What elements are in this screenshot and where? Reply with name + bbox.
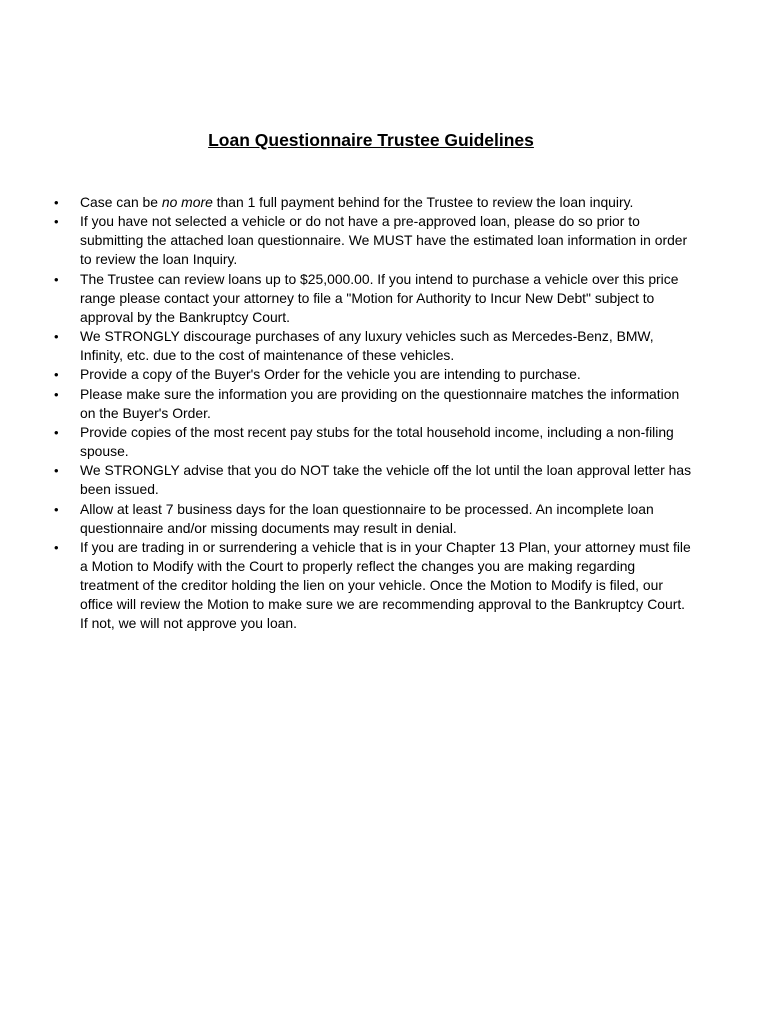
list-item: [50, 193, 696, 212]
list-item: [50, 538, 696, 634]
list-item-emphasis: no more: [161, 194, 213, 210]
list-item-text: We STRONGLY discourage purchases of any luxury vehicles such as Mercedes-Benz, BMW, Infinity, etc. due to the cost of maintenance of these vehicles.: [80, 328, 654, 364]
bullet-icon: •: [54, 501, 59, 517]
list-item: [50, 461, 696, 499]
list-item-text: Please make sure the information you are providing on the questionnaire matches the information on the Buyer's Order.: [80, 385, 680, 421]
bullet-icon: •: [54, 329, 59, 345]
list-item: [50, 385, 696, 423]
list-item: [50, 327, 696, 365]
list-item-text: If you are trading in or surrendering a vehicle that is in your Chapter 13 Plan, your attorney must file a Motion to Modify with the Court to properly reflect the changes you are making regarding treatment of the creditor holding the lien on your vehicle. Once the Motion to Modify is filed, our office will review the Motion to make sure we are recommending approval to the Bankruptcy Court. If not, we will not approve you loan.: [80, 538, 691, 632]
list-item-text: Allow at least 7 business days for the loan questionnaire to be processed. An incomplete loan questionnaire and/or missing documents may result in denial.: [80, 500, 654, 536]
list-item-text: The Trustee can review loans up to $25,000.00. If you intend to purchase a vehicle over this price range please contact your attorney to file a "Motion for Authority to Incur New Debt" subject to approval by the Bankruptcy Court.: [80, 270, 679, 325]
bullet-icon: •: [54, 463, 59, 479]
bullet-icon: •: [54, 214, 59, 230]
list-item: [50, 423, 696, 461]
bullet-icon: •: [54, 271, 59, 287]
guidelines-list: [50, 193, 696, 634]
bullet-icon: •: [54, 367, 59, 383]
list-item: [50, 500, 696, 538]
list-item-text: If you have not selected a vehicle or do not have a pre-approved loan, please do so prior to submitting the attached loan questionnaire. We MUST have the estimated loan information in order to review the loan Inquiry.: [80, 213, 688, 268]
list-item-text-post: than 1 full payment behind for the Trustee to review the loan inquiry.: [212, 194, 634, 210]
list-item: [50, 365, 696, 384]
list-item-text: Provide copies of the most recent pay stubs for the total household income, including a non-filing spouse.: [80, 423, 674, 460]
page-title: Loan Questionnaire Trustee Guidelines: [208, 130, 534, 150]
list-item-text: We STRONGLY advise that you do NOT take the vehicle off the lot until the loan approval letter has been issued.: [80, 462, 692, 498]
bullet-icon: •: [54, 386, 59, 402]
list-item-text: Provide a copy of the Buyer's Order for the vehicle you are intending to purchase.: [80, 366, 581, 383]
bullet-icon: •: [54, 539, 59, 555]
bullet-icon: •: [54, 195, 59, 210]
bullet-icon: •: [54, 424, 59, 440]
list-item-text-pre: Case can be: [80, 194, 162, 210]
list-item: [50, 270, 696, 327]
list-item: [50, 212, 696, 269]
